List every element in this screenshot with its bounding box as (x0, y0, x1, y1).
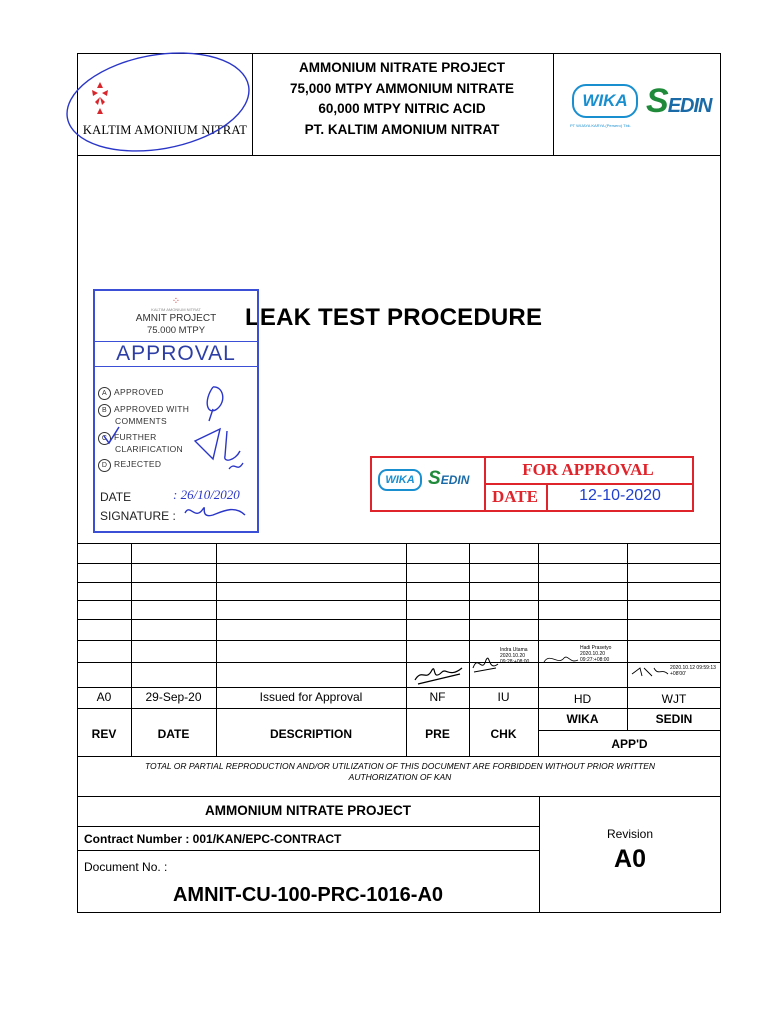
sedin-logo-s: S (646, 82, 668, 120)
col-sedin: SEDIN (655, 712, 693, 726)
sedin-logo (646, 82, 711, 121)
col-date: DATE (157, 727, 190, 741)
header-line-3: 60,000 MTPY NITRIC ACID (318, 101, 486, 116)
chk-signature-text (500, 647, 536, 665)
stamp-signature-label: SIGNATURE : (100, 509, 176, 523)
col-appd: APP'D (611, 737, 648, 751)
row-chk: IU (497, 690, 510, 704)
fa-wika-logo: WIKA (378, 469, 422, 491)
fa-sedin-rest: EDIN (440, 473, 470, 487)
for-approval-date-label: DATE (492, 487, 538, 506)
wjt-signature (630, 664, 670, 680)
col-wika: WIKA (566, 712, 599, 726)
stamp-date-label: DATE (100, 490, 132, 504)
option-d-marker: D (98, 459, 111, 472)
option-b-label: APPROVED WITH (114, 404, 190, 414)
option-a-marker: A (98, 387, 111, 400)
wika-logo (572, 84, 638, 118)
revision-table-bottom (77, 756, 721, 757)
option-c-label: FURTHER (114, 432, 157, 442)
document-no-label: Document No. : (84, 860, 168, 874)
for-approval-label: FOR APPROVAL (522, 460, 654, 479)
footer-project: AMMONIUM NITRATE PROJECT (205, 803, 411, 818)
col-pre: PRE (425, 727, 450, 741)
row-description: Issued for Approval (259, 690, 363, 704)
for-approval-box (370, 456, 694, 512)
stamp-capacity: 75.000 MTPY (146, 325, 206, 336)
col-description: DESCRIPTION (269, 727, 352, 741)
chk-signed-date: 2020.10.20 09:28:+08:00 (500, 653, 530, 665)
row-date: 29-Sep-20 (145, 690, 202, 704)
stamp-option-c-cont: CLARIFICATION (115, 444, 183, 454)
blue-ink-circle (62, 42, 262, 162)
hd-signer-name: Hadi Prasetyo (580, 645, 612, 651)
col-chk: CHK (490, 727, 517, 741)
option-d-label: REJECTED (114, 459, 162, 469)
header-line-2: 75,000 MTPY AMMONIUM NITRATE (289, 80, 515, 96)
row-rev: A0 (96, 690, 112, 704)
hd-signature (540, 650, 580, 670)
hd-signed-date: 2020.10.20 09:27:+08:00 (580, 651, 610, 663)
header-line-4: PT. KALTIM AMONIUM NITRAT (304, 121, 500, 137)
stamp-logo-text: KALTIM AMONIUM NITRAT (151, 307, 201, 312)
header-line-1: AMMONIUM NITRATE PROJECT (299, 60, 505, 75)
fa-sedin-s: S (428, 468, 441, 489)
for-approval-date-value: 12-10-2020 (579, 487, 661, 504)
row-wika: HD (573, 692, 592, 706)
sedin-logo-rest: EDIN (667, 95, 712, 117)
option-c-marker: C (98, 432, 111, 445)
stamp-option-b-cont: COMMENTS (115, 416, 167, 426)
document-title: LEAK TEST PROCEDURE (245, 304, 543, 331)
stamp-heading: APPROVAL (95, 341, 257, 367)
chk-signer-name: Indra Utama (500, 647, 528, 653)
approval-stamp (93, 289, 259, 533)
pre-signature (410, 660, 470, 688)
client-logo-text: KALTIM AMONIUM NITRAT (82, 123, 248, 137)
stamp-project: AMNIT PROJECT (135, 313, 217, 324)
stamp-logo-icon: ⁘ (171, 296, 181, 307)
wjt-signed-date: 2020.10.12 09:59:13 +08'00' (670, 665, 716, 677)
col-rev: REV (91, 727, 117, 741)
wika-logo-text: WIKA (582, 91, 628, 110)
hd-signature-text (580, 645, 626, 663)
stamp-handwriting (95, 291, 257, 531)
chk-signature (470, 650, 500, 678)
header-divider-right (553, 53, 554, 155)
stamp-date-value: : 26/10/2020 (173, 487, 240, 502)
fa-sedin-logo (428, 468, 469, 490)
contract-number: Contract Number : 001/KAN/EPC-CONTRACT (84, 832, 342, 846)
option-a-label: APPROVED (114, 387, 164, 397)
row-pre: NF (429, 690, 446, 704)
revision-value: A0 (614, 845, 646, 873)
wika-subtext: PT WIJAYA KARYA (Persero) Tbk. (570, 123, 631, 128)
option-b-marker: B (98, 404, 111, 417)
document-number: AMNIT-CU-100-PRC-1016-A0 (172, 884, 444, 906)
row-sedin: WJT (661, 692, 687, 706)
revision-table-top (77, 543, 721, 544)
project-header (262, 58, 542, 140)
revision-label: Revision (606, 827, 654, 841)
notice-bottom-rule (77, 796, 721, 797)
reproduction-notice: TOTAL OR PARTIAL REPRODUCTION AND/OR UTILIZATION OF THIS DOCUMENT ARE FORBIDDEN WITHOUT PRIOR WRITTEN AUTHORIZATION OF KAN (144, 761, 656, 782)
